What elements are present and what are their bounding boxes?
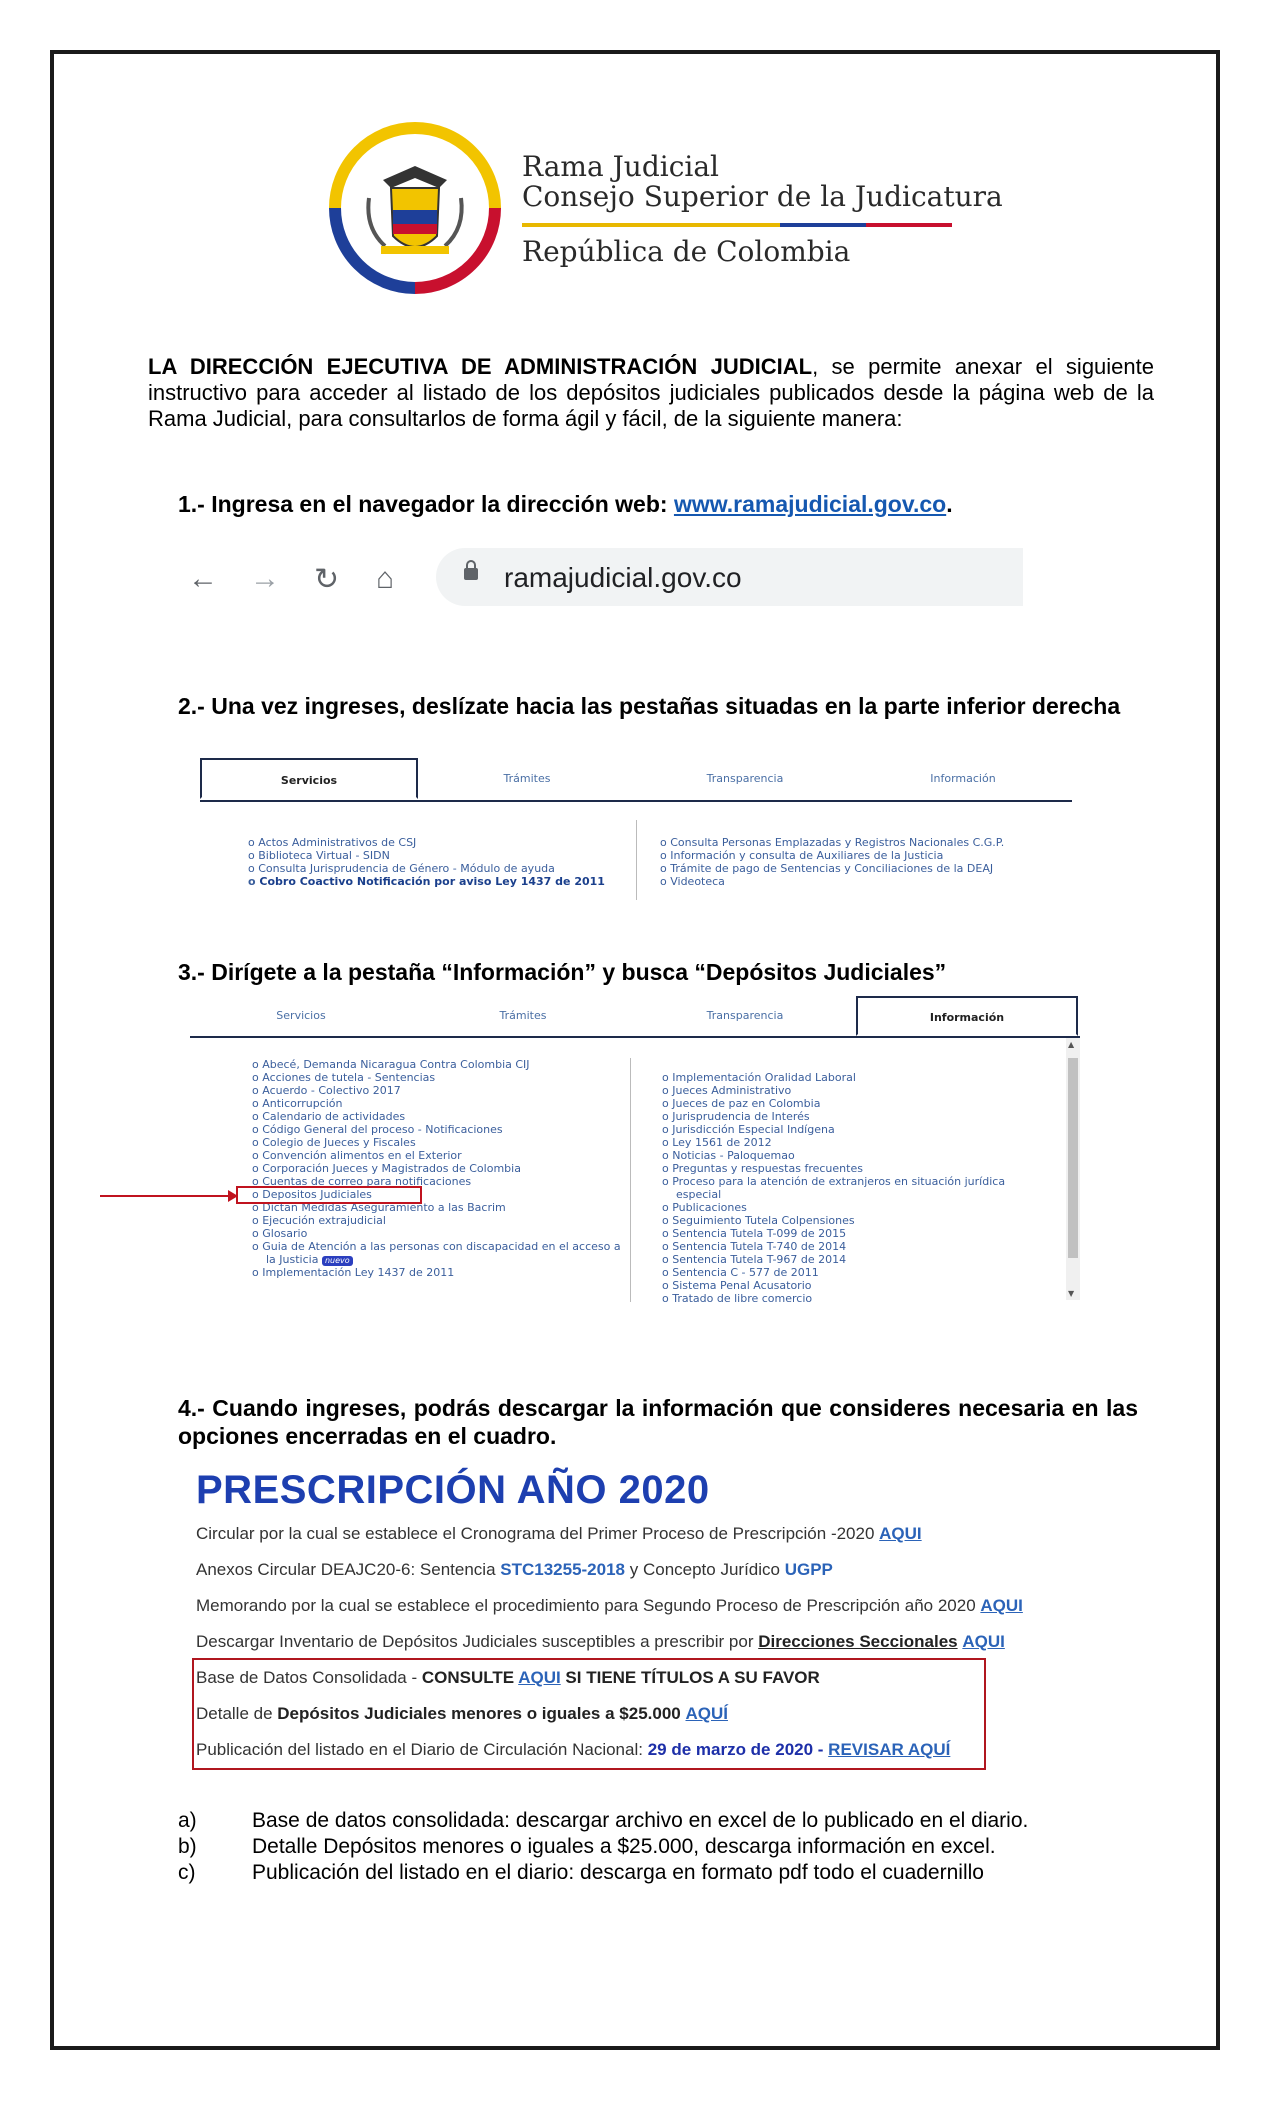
tab-informacion[interactable]: Información bbox=[930, 772, 996, 785]
line-text: Memorando por la cual se establece el procedimiento para Segundo Proceso de Prescripción año 2020 bbox=[196, 1596, 981, 1615]
list-item[interactable]: o Cobro Coactivo Notificación por aviso Ley 1437 de 2011 bbox=[248, 875, 605, 888]
scrollbar[interactable] bbox=[1066, 1038, 1080, 1300]
line-text: Descargar Inventario de Depósitos Judiciales susceptibles a prescribir por bbox=[196, 1632, 759, 1651]
item-letter: a) bbox=[178, 1809, 197, 1832]
step-1 bbox=[178, 490, 1138, 518]
list-item[interactable]: o Código General del proceso - Notificaciones bbox=[252, 1123, 621, 1136]
list-item[interactable]: o Jurisprudencia de Interés bbox=[662, 1110, 1005, 1123]
prescripcion-line-7 bbox=[196, 1740, 950, 1760]
servicios-left-list bbox=[248, 836, 605, 888]
list-item[interactable]: o Implementación Oralidad Laboral bbox=[662, 1071, 1005, 1084]
servicios-right-list bbox=[660, 836, 1004, 888]
tab-servicios[interactable]: Servicios bbox=[200, 758, 418, 799]
revisar-aqui-link[interactable]: REVISAR AQUÍ bbox=[828, 1740, 951, 1759]
tab-tramites[interactable]: Trámites bbox=[499, 1009, 547, 1022]
line-date: 29 de marzo de 2020 - bbox=[647, 1740, 829, 1759]
item-text: Base de datos consolidada: descargar archivo en excel de lo publicado en el diario. bbox=[252, 1809, 1029, 1832]
tab-row bbox=[190, 996, 1080, 1038]
scroll-down-icon[interactable]: ▼ bbox=[1068, 1289, 1075, 1298]
list-item[interactable]: o Jueces Administrativo bbox=[662, 1084, 1005, 1097]
line-text: Detalle de bbox=[196, 1704, 278, 1723]
list-item[interactable]: o Sentencia Tutela T-740 de 2014 bbox=[662, 1240, 1005, 1253]
home-icon[interactable]: ⌂ bbox=[376, 562, 395, 595]
direcciones-seccionales-link[interactable]: Direcciones Seccionales bbox=[758, 1632, 958, 1651]
list-item[interactable]: o Videoteca bbox=[660, 875, 1004, 888]
intro-rest: , se permite anexar el siguiente instructivo para acceder al listado de los depósitos judiciales publicados desde la página web de la Rama Judicial, para consultarlos de forma ágil y fácil, de la siguiente manera: bbox=[148, 354, 1154, 431]
line-text: Anexos Circular DEAJC20-6: Sentencia bbox=[196, 1560, 501, 1579]
aqui-link[interactable]: AQUI bbox=[518, 1668, 561, 1687]
prescripcion-line-3 bbox=[196, 1596, 1023, 1616]
list-item[interactable]: o Sentencia C - 577 de 2011 bbox=[662, 1266, 1005, 1279]
highlight-box bbox=[236, 1186, 422, 1204]
list-item-wrap[interactable] bbox=[252, 1253, 621, 1266]
line-bold: Depósitos Judiciales menores o iguales a $25.000 bbox=[277, 1704, 681, 1723]
list-item[interactable]: o Jueces de paz en Colombia bbox=[662, 1097, 1005, 1110]
item-letter: b) bbox=[178, 1835, 197, 1858]
list-item[interactable]: o Ejecución extrajudicial bbox=[252, 1214, 621, 1227]
line-bold: CONSULTE bbox=[421, 1668, 519, 1687]
list-item[interactable]: o Consulta Jurisprudencia de Género - Módulo de ayuda bbox=[248, 862, 605, 875]
list-item[interactable]: o Ley 1561 de 2012 bbox=[662, 1136, 1005, 1149]
aqui-link[interactable]: AQUI bbox=[879, 1524, 922, 1543]
prescripcion-title: PRESCRIPCIÓN AÑO 2020 bbox=[196, 1468, 710, 1512]
list-item[interactable]: o Biblioteca Virtual - SIDN bbox=[248, 849, 605, 862]
list-item[interactable]: o Jurisdicción Especial Indígena bbox=[662, 1123, 1005, 1136]
list-item[interactable]: o Guia de Atención a las personas con discapacidad en el acceso a bbox=[252, 1240, 621, 1253]
intro-paragraph bbox=[148, 354, 1154, 432]
list-item[interactable]: o Dictan Medidas Aseguramiento a las Bacrim bbox=[252, 1201, 621, 1214]
prescripcion-line-2 bbox=[196, 1560, 833, 1580]
list-item[interactable]: o Abecé, Demanda Nicaragua Contra Colombia CIJ bbox=[252, 1058, 621, 1071]
back-icon[interactable]: ← bbox=[188, 562, 218, 595]
list-item[interactable]: o Noticias - Paloquemao bbox=[662, 1149, 1005, 1162]
tab-informacion[interactable]: Información bbox=[856, 996, 1078, 1036]
list-item[interactable]: o Proceso para la atención de extranjeros en situación jurídica bbox=[662, 1175, 1005, 1188]
stc-link[interactable]: STC13255-2018 bbox=[500, 1560, 626, 1579]
list-item[interactable]: o Acciones de tutela - Sentencias bbox=[252, 1071, 621, 1084]
tab-servicios[interactable]: Servicios bbox=[276, 1009, 326, 1022]
ramajudicial-link[interactable]: www.ramajudicial.gov.co bbox=[673, 491, 947, 517]
step-1-end: . bbox=[946, 491, 953, 517]
list-item[interactable]: o Sentencia Tutela T-099 de 2015 bbox=[662, 1227, 1005, 1240]
list-item-wrap-text: la Justicia bbox=[266, 1253, 319, 1266]
ugpp-link[interactable]: UGPP bbox=[784, 1560, 833, 1579]
item-text: Publicación del listado en el diario: descarga en formato pdf todo el cuadernillo bbox=[252, 1861, 984, 1884]
list-item[interactable]: o Corporación Jueces y Magistrados de Colombia bbox=[252, 1162, 621, 1175]
address-bar-url: ramajudicial.gov.co bbox=[504, 562, 742, 593]
prescripcion-line-4 bbox=[196, 1632, 1005, 1652]
tab-tramites[interactable]: Trámites bbox=[503, 772, 551, 785]
rama-judicial-logo bbox=[325, 118, 505, 298]
list-item[interactable]: o Anticorrupción bbox=[252, 1097, 621, 1110]
item-letter: c) bbox=[178, 1861, 196, 1884]
list-item[interactable]: o Seguimiento Tutela Colpensiones bbox=[662, 1214, 1005, 1227]
list-item[interactable]: o Sistema Penal Acusatorio bbox=[662, 1279, 1005, 1292]
step-3: 3.- Dirígete a la pestaña “Información” y busca “Depósitos Judiciales” bbox=[178, 959, 947, 985]
line-text: Publicación del listado en el Diario de Circulación Nacional: bbox=[196, 1740, 648, 1759]
org-name-line1: Rama Judicial bbox=[522, 150, 719, 183]
step-4: 4.- Cuando ingreses, podrás descargar la información que consideres necesaria en las opciones encerradas en el cuadro. bbox=[178, 1395, 1138, 1449]
tab-row bbox=[200, 758, 1072, 802]
list-item[interactable]: o Consulta Personas Emplazadas y Registros Nacionales C.G.P. bbox=[660, 836, 1004, 849]
tabs-widget-1 bbox=[200, 758, 1072, 903]
list-item[interactable]: o Cuentas de correo para notificaciones bbox=[252, 1175, 621, 1188]
list-item[interactable]: o Tratado de libre comercio bbox=[662, 1292, 1005, 1305]
line-text: Circular por la cual se establece el Cronograma del Primer Proceso de Prescripción -2020 bbox=[196, 1524, 880, 1543]
informacion-right-list bbox=[662, 1071, 1005, 1305]
list-item-wrap[interactable]: especial bbox=[676, 1188, 722, 1201]
org-name-line3: República de Colombia bbox=[522, 235, 851, 268]
aqui-link[interactable]: AQUÍ bbox=[685, 1704, 728, 1723]
list-item[interactable]: o Acuerdo - Colectivo 2017 bbox=[252, 1084, 621, 1097]
list-item[interactable]: o Calendario de actividades bbox=[252, 1110, 621, 1123]
column-divider bbox=[630, 1058, 631, 1302]
line-text: y Concepto Jurídico bbox=[625, 1560, 785, 1579]
prescripcion-line-5 bbox=[196, 1668, 820, 1688]
tab-transparencia[interactable]: Transparencia bbox=[706, 772, 784, 785]
org-name-line2: Consejo Superior de la Judicatura bbox=[522, 180, 1003, 213]
aqui-link[interactable]: AQUI bbox=[980, 1596, 1023, 1615]
step-1-text: 1.- Ingresa en el navegador la dirección web: bbox=[178, 491, 674, 517]
browser-toolbar bbox=[178, 548, 1023, 608]
address-bar[interactable] bbox=[436, 548, 1023, 606]
list-item[interactable]: o Implementación Ley 1437 de 2011 bbox=[252, 1266, 621, 1279]
tab-transparencia[interactable]: Transparencia bbox=[706, 1009, 784, 1022]
list-item[interactable]: o Sentencia Tutela T-967 de 2014 bbox=[662, 1253, 1005, 1266]
item-text: Detalle Depósitos menores o iguales a $25.000, descarga información en excel. bbox=[252, 1835, 996, 1858]
depositos-judiciales-link[interactable]: o Depositos Judiciales bbox=[252, 1188, 621, 1201]
prescripcion-line-6 bbox=[196, 1704, 728, 1724]
line-text: Base de Datos Consolidada - bbox=[196, 1668, 422, 1687]
reload-icon[interactable]: ↻ bbox=[314, 563, 340, 596]
list-item[interactable]: o Publicaciones bbox=[662, 1201, 1005, 1214]
list-item[interactable]: o Glosario bbox=[252, 1227, 621, 1240]
tricolor-divider bbox=[522, 223, 952, 227]
aqui-link[interactable]: AQUI bbox=[962, 1632, 1005, 1651]
forward-icon[interactable]: → bbox=[250, 562, 280, 595]
lock-icon bbox=[464, 568, 478, 580]
scrollbar-thumb[interactable] bbox=[1068, 1058, 1078, 1258]
list-item[interactable]: o Información y consulta de Auxiliares de la Justicia bbox=[660, 849, 1004, 862]
intro-bold: LA DIRECCIÓN EJECUTIVA DE ADMINISTRACIÓN JUDICIAL bbox=[148, 354, 813, 379]
nuevo-badge: nuevo bbox=[322, 1256, 353, 1266]
prescripcion-line-1 bbox=[196, 1524, 922, 1544]
list-item[interactable]: o Actos Administrativos de CSJ bbox=[248, 836, 605, 849]
tabs-widget-2 bbox=[190, 996, 1080, 1312]
list-item[interactable]: o Preguntas y respuestas frecuentes bbox=[662, 1162, 1005, 1175]
informacion-left-list bbox=[252, 1058, 621, 1279]
pointer-arrow bbox=[100, 1195, 236, 1197]
column-divider bbox=[636, 820, 637, 900]
step-2: 2.- Una vez ingreses, deslízate hacia las pestañas situadas en la parte inferior derecha bbox=[178, 693, 1121, 719]
scroll-up-icon[interactable]: ▲ bbox=[1068, 1040, 1075, 1049]
list-item[interactable]: o Colegio de Jueces y Fiscales bbox=[252, 1136, 621, 1149]
list-item[interactable]: o Trámite de pago de Sentencias y Conciliaciones de la DEAJ bbox=[660, 862, 1004, 875]
list-item[interactable]: o Convención alimentos en el Exterior bbox=[252, 1149, 621, 1162]
line-bold: SI TIENE TÍTULOS A SU FAVOR bbox=[560, 1668, 820, 1687]
